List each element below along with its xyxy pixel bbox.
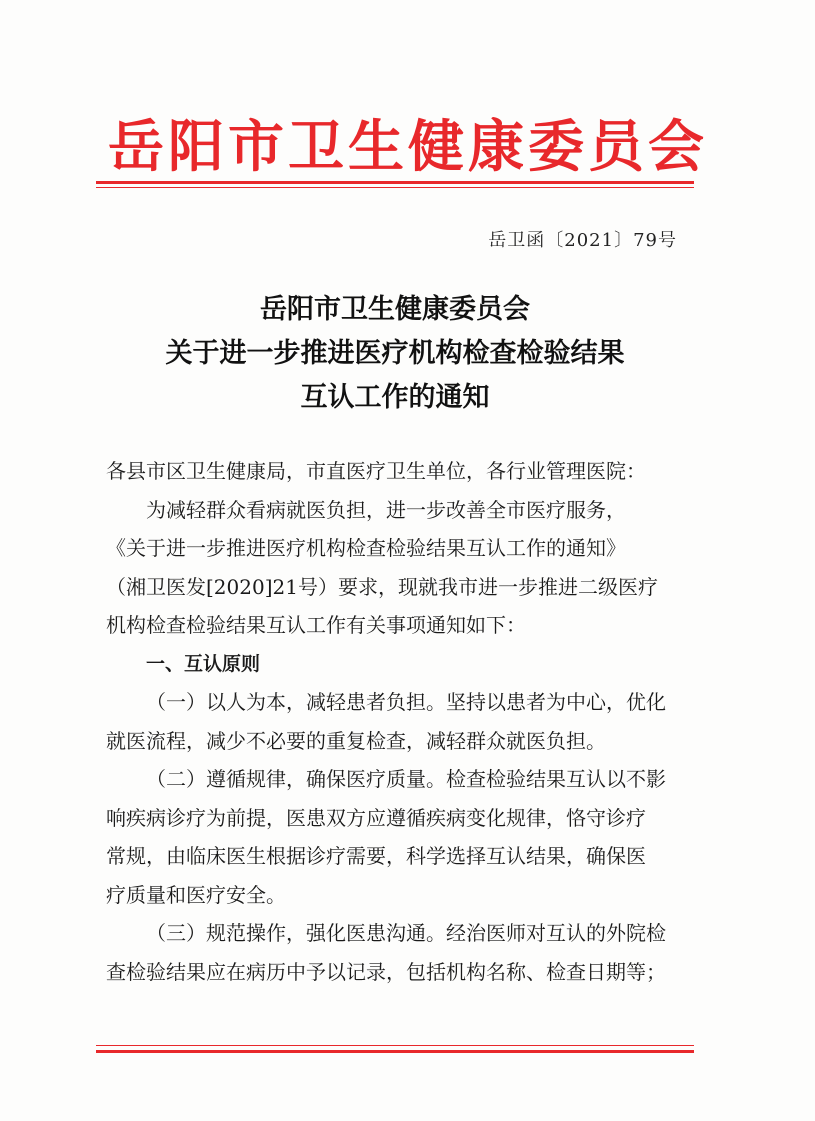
body-line: 常规，由临床医生根据诊疗需要，科学选择互认结果，确保医 <box>106 844 646 868</box>
footer-rule-thin <box>96 1045 694 1046</box>
title-line-1: 岳阳市卫生健康委员会 <box>260 294 530 325</box>
letterhead-title: 岳阳市卫生健康委员会 <box>108 114 708 180</box>
letterhead-rule-thin <box>96 187 694 188</box>
body-line: （二）遵循规律，确保医疗质量。检查检验结果互认以不影 <box>146 767 666 791</box>
section-heading: 一、互认原则 <box>146 652 261 675</box>
footer-rule-thick <box>96 1050 694 1053</box>
body-line: 《关于进一步推进医疗机构检查检验结果互认工作的通知》 <box>106 536 626 560</box>
body-line: 为减轻群众看病就医负担，进一步改善全市医疗服务， <box>146 497 626 522</box>
title-line-2: 关于进一步推进医疗机构检查检验结果 <box>165 338 625 369</box>
body-line: （湘卫医发[2020]21号）要求，现就我市进一步推进二级医疗 <box>106 574 658 599</box>
title-line-3: 互认工作的通知 <box>300 382 490 413</box>
body-line: （三）规范操作，强化医患沟通。经治医师对互认的外院检 <box>146 921 666 945</box>
body-line: 就医流程，减少不必要的重复检查，减轻群众就医负担。 <box>106 728 606 753</box>
body-line: 疗质量和医疗安全。 <box>106 882 286 907</box>
body-line: （一）以人为本，减轻患者负担。坚持以患者为中心，优化 <box>146 690 666 714</box>
body-line: 响疾病诊疗为前提，医患双方应遵循疾病变化规律，恪守诊疗 <box>106 805 646 830</box>
document-title <box>100 288 690 420</box>
document-number: 岳卫函〔2021〕79号 <box>488 230 677 251</box>
document-body <box>106 452 696 991</box>
letterhead-rule-thick <box>96 181 694 184</box>
salutation: 各县市区卫生健康局，市直医疗卫生单位，各行业管理医院： <box>106 459 646 483</box>
body-line: 查检验结果应在病历中予以记录，包括机构名称、检查日期等； <box>106 959 666 984</box>
body-line: 机构检查检验结果互认工作有关事项通知如下： <box>106 613 526 637</box>
